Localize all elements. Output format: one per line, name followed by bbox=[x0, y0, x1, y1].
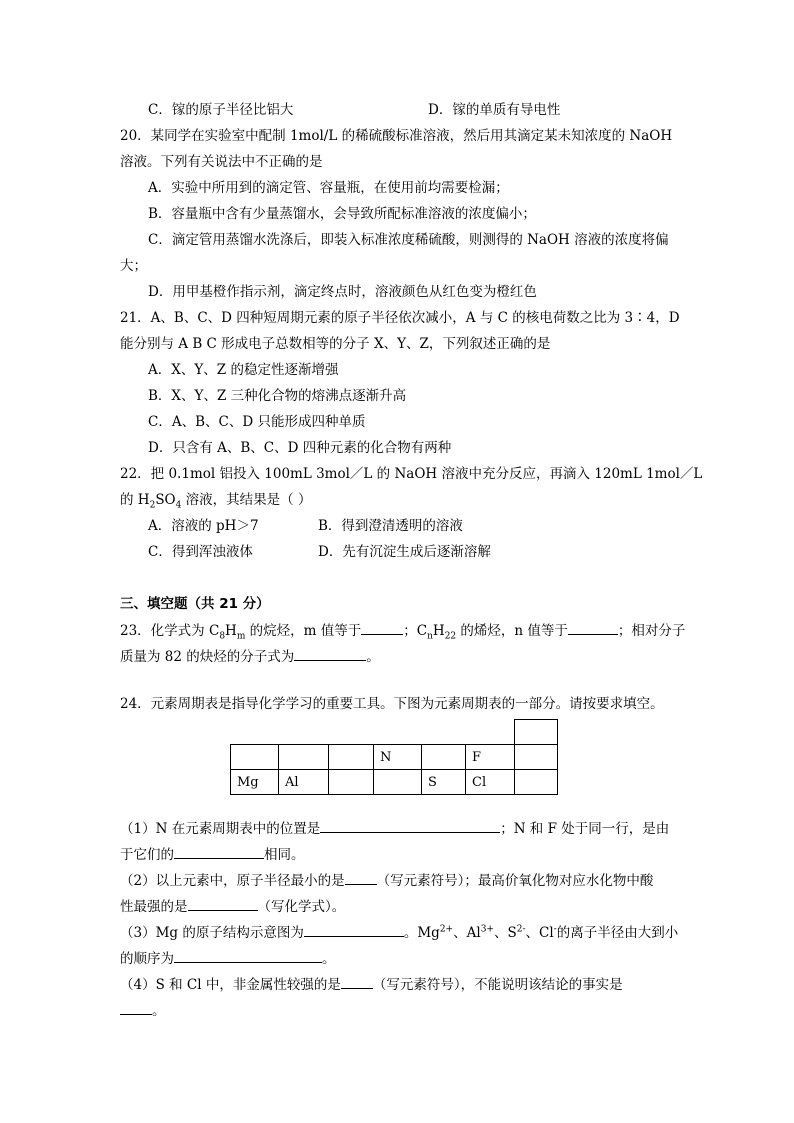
periodic-table-row bbox=[231, 770, 558, 795]
q24-sub4-line2: 。 bbox=[120, 1001, 166, 1020]
q20-option-b: B．容量瓶中含有少量蒸馏水，会导致所配标准溶液的浓度偏小； bbox=[148, 206, 536, 222]
q24-blank-reason[interactable] bbox=[174, 845, 264, 859]
q24-sub2-line2: 性最强的是 （写化学式）。 bbox=[120, 899, 346, 915]
q24-blank-nonmetal[interactable] bbox=[341, 975, 373, 989]
periodic-table-cell bbox=[329, 770, 374, 795]
q22-option-c: C．得到浑浊液体 bbox=[148, 544, 253, 560]
q23-line2: 质量为 82 的炔烃的分子式为 。 bbox=[120, 649, 380, 665]
periodic-table-cell bbox=[514, 770, 557, 795]
q23-blank-n[interactable] bbox=[568, 621, 618, 635]
q24-stem: 24．元素周期表是指导化学学习的重要工具。下图为元素周期表的一部分。请按要求填空。 bbox=[120, 696, 664, 712]
q21-stem-line1: 21．A、B、C、D 四种短周期元素的原子半径依次减小，A 与 C 的核电荷数之比为 3∶4，D bbox=[120, 310, 680, 326]
periodic-table-cell: Al bbox=[279, 770, 329, 795]
q24-sub4-line1: （4）S 和 Cl 中，非金属性较强的是 （写元素符号），不能说明该结论的事实是 bbox=[120, 977, 623, 993]
periodic-table-cell bbox=[231, 745, 279, 770]
periodic-table-cell bbox=[514, 720, 557, 745]
q21-option-c: C．A、B、C、D 只能形成四种单质 bbox=[148, 414, 366, 430]
periodic-table-fragment bbox=[230, 719, 558, 795]
q20-option-d: D．用甲基橙作指示剂，滴定终点时，溶液颜色从红色变为橙红色 bbox=[148, 284, 537, 300]
periodic-table-cell: F bbox=[466, 745, 515, 770]
periodic-table-cell bbox=[279, 745, 329, 770]
section-title: 三、填空题（共 21 分） bbox=[120, 596, 270, 612]
periodic-table-cell: N bbox=[374, 745, 422, 770]
q24-blank-acid[interactable] bbox=[188, 897, 258, 911]
q24-sub3-line2: 的顺序为 。 bbox=[120, 951, 336, 967]
q21-option-b: B．X、Y、Z 三种化合物的熔沸点逐渐升高 bbox=[148, 388, 407, 404]
periodic-table-cell: Mg bbox=[231, 770, 279, 795]
q23-blank-formula[interactable] bbox=[294, 647, 366, 661]
q21-option-d: D．只含有 A、B、C、D 四种元素的化合物有两种 bbox=[148, 440, 452, 456]
periodic-table-cell: Cl bbox=[466, 770, 515, 795]
q21-option-a: A．X、Y、Z 的稳定性逐渐增强 bbox=[148, 362, 339, 378]
q20-option-c-line2: 大； bbox=[120, 258, 147, 274]
q22-option-b: B．得到澄清透明的溶液 bbox=[318, 518, 463, 534]
q22-stem-line1: 22．把 0.1mol 铝投入 100mL 3mol／L 的 NaOH 溶液中充分反应，再滴入 120mL 1mol／L bbox=[120, 466, 703, 482]
q23-line1: 23．化学式为 $C_8H_m$ 的烷烃，m 值等于 ；$C_nH_{22}$ 的烯烃，n 值等于 ；相对分子 bbox=[120, 623, 686, 642]
periodic-table-cell bbox=[374, 770, 422, 795]
q24-blank-position[interactable] bbox=[320, 819, 500, 833]
q24-blank-fact[interactable] bbox=[120, 1001, 152, 1015]
q24-blank-diagram[interactable] bbox=[304, 923, 404, 937]
q20-option-c-line1: C．滴定管用蒸馏水洗涤后，即装入标准浓度稀硫酸，则测得的 NaOH 溶液的浓度将偏 bbox=[148, 232, 669, 248]
q21-stem-line2: 能分别与 A B C 形成电子总数相等的分子 X、Y、Z，下列叙述正确的是 bbox=[120, 336, 551, 352]
q24-sub3-line1: （3）Mg 的原子结构示意图为 。$Mg^{2+}$、$Al^{3+}$、$S^{2-}$、Cl-的离子半径由大到小 bbox=[120, 924, 679, 941]
q22-stem-line2: 的 $H_2SO_4$ 溶液，其结果是（ ） bbox=[120, 492, 312, 511]
q20-stem-line1: 20．某同学在实验室中配制 1mol/L 的稀硫酸标准溶液，然后用其滴定某未知浓度的 NaOH bbox=[120, 128, 673, 144]
periodic-table-row-top bbox=[231, 720, 558, 745]
q20-option-a: A．实验中所用到的滴定管、容量瓶，在使用前均需要检漏； bbox=[148, 180, 509, 196]
periodic-table-cell bbox=[514, 745, 557, 770]
q22-option-d: D．先有沉淀生成后逐渐溶解 bbox=[318, 544, 491, 560]
q24-sub1-line2: 于它们的 相同。 bbox=[120, 847, 305, 863]
q24-blank-smallest[interactable] bbox=[345, 871, 377, 885]
periodic-table-cell: S bbox=[422, 770, 466, 795]
q24-sub1-line1: （1）N 在元素周期表中的位置是 ；N 和 F 处于同一行，是由 bbox=[120, 821, 670, 837]
periodic-table-row bbox=[231, 745, 558, 770]
q19-option-d: D．镓的单质有导电性 bbox=[428, 102, 561, 118]
q22-option-a: A．溶液的 pH＞7 bbox=[148, 518, 259, 534]
periodic-table-cell bbox=[329, 745, 374, 770]
q20-stem-line2: 溶液。下列有关说法中不正确的是 bbox=[120, 154, 323, 170]
q24-blank-order[interactable] bbox=[174, 949, 322, 963]
periodic-table-cell bbox=[422, 745, 466, 770]
q23-blank-m[interactable] bbox=[361, 621, 403, 635]
q24-sub2-line1: （2）以上元素中，原子半径最小的是 （写元素符号）；最高价氧化物对应水化物中酸 bbox=[120, 873, 654, 889]
q19-option-c: C．镓的原子半径比铝大 bbox=[148, 102, 294, 118]
